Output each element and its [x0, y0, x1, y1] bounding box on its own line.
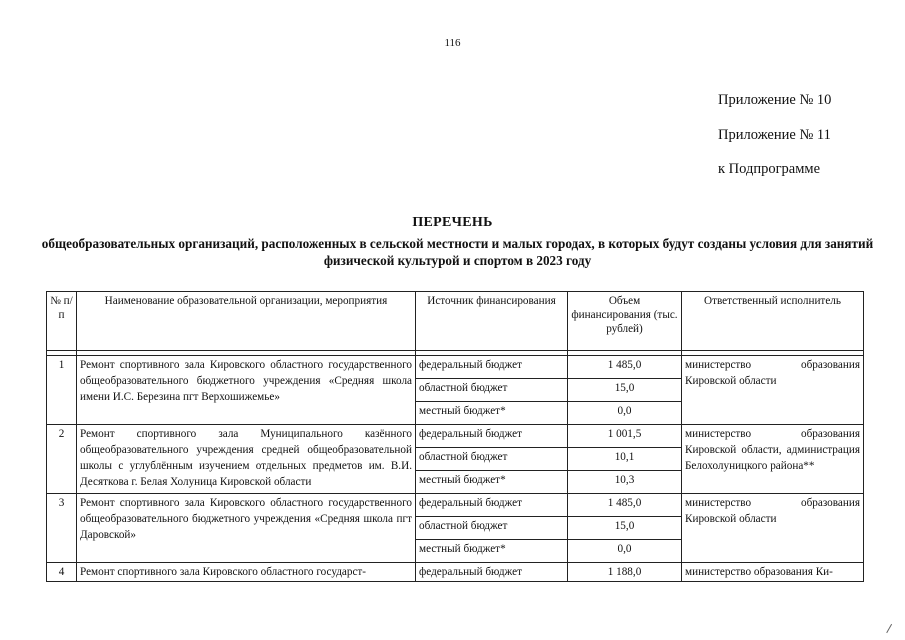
funding-source: областной бюджет: [416, 448, 568, 471]
responsible-executor: министерство образования Кировской области, администрация Белохолуницкого района**: [682, 425, 864, 494]
funding-source: областной бюджет: [416, 379, 568, 402]
funding-table: [46, 291, 864, 582]
header-responsible: Ответственный исполнитель: [682, 292, 864, 351]
funding-volume: 1 485,0: [568, 356, 682, 379]
row-number: 1: [47, 356, 77, 425]
scan-mark: [886, 624, 901, 638]
document-subtitle: общеобразовательных организаций, расположенных в сельской местности и малых городах, в которых будут созданы условия для занятий физической культурой и спортом в 2023 году: [41, 236, 874, 268]
table-row: [47, 356, 864, 379]
header-source: Источник финансирования: [416, 292, 568, 351]
appendix-line-2: Приложение № 11: [718, 127, 831, 143]
funding-volume: 1 188,0: [568, 563, 682, 582]
funding-source: областной бюджет: [416, 517, 568, 540]
row-number: 2: [47, 425, 77, 494]
funding-source: федеральный бюджет: [416, 563, 568, 582]
page-number: 116: [444, 37, 461, 49]
table-header-row: [47, 292, 864, 351]
header-volume: Объем финансирования (тыс. рублей): [568, 292, 682, 351]
funding-volume: 0,0: [568, 540, 682, 563]
funding-source: федеральный бюджет: [416, 425, 568, 448]
table-row: [47, 563, 864, 582]
responsible-executor: министерство образования Ки-: [682, 563, 864, 582]
appendix-line-3: к Подпрограмме: [718, 161, 821, 177]
funding-source: местный бюджет*: [416, 471, 568, 494]
appendix-line-1: Приложение № 10: [718, 92, 832, 108]
funding-volume: 0,0: [568, 402, 682, 425]
funding-volume: 1 001,5: [568, 425, 682, 448]
header-num: № п/п: [47, 292, 77, 351]
responsible-executor: министерство образования Кировской области: [682, 494, 864, 563]
table-row: [47, 425, 864, 448]
row-number: 4: [47, 563, 77, 582]
funding-source: федеральный бюджет: [416, 494, 568, 517]
document-title: ПЕРЕЧЕНЬ: [412, 215, 493, 230]
funding-source: местный бюджет*: [416, 540, 568, 563]
funding-volume: 10,1: [568, 448, 682, 471]
organization-name: Ремонт спортивного зала Кировского областного государственного общеобразовательного бюджетного учреждения «Средняя школа имени И.С. Березина пгт Верхошижемье»: [77, 356, 416, 425]
funding-volume: 15,0: [568, 379, 682, 402]
organization-name: Ремонт спортивного зала Кировского областного государст-: [77, 563, 416, 582]
row-number: 3: [47, 494, 77, 563]
funding-source: федеральный бюджет: [416, 356, 568, 379]
funding-volume: 1 485,0: [568, 494, 682, 517]
funding-volume: 15,0: [568, 517, 682, 540]
funding-source: местный бюджет*: [416, 402, 568, 425]
organization-name: Ремонт спортивного зала Муниципального казённого общеобразовательного учреждения средней общеобразовательной школы с углублённым изучением отдельных предметов им. В.И. Десяткова г. Белая Холуница Кировской области: [77, 425, 416, 494]
table-row: [47, 494, 864, 517]
responsible-executor: министерство образования Кировской области: [682, 356, 864, 425]
header-name: Наименование образовательной организации, мероприятия: [77, 292, 416, 351]
funding-volume: 10,3: [568, 471, 682, 494]
organization-name: Ремонт спортивного зала Кировского областного государственного общеобразовательного бюджетного учреждения «Средняя школа пгт Даровской»: [77, 494, 416, 563]
